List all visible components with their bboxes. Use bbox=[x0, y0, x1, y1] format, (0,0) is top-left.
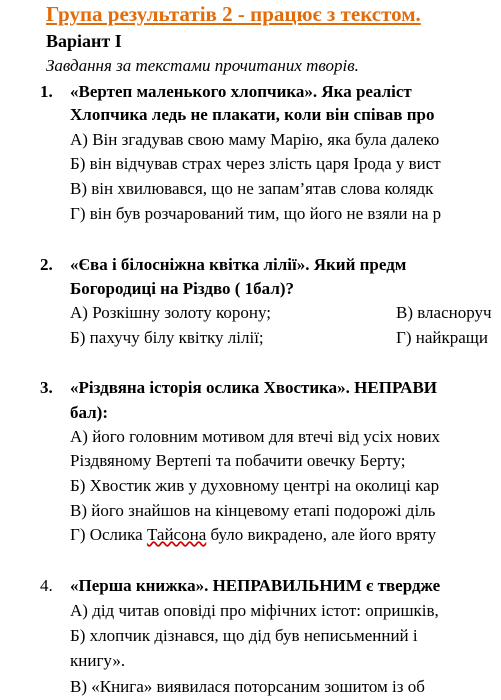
question-3-option-a-cont: Різдвяному Вертепі та побачити овечку Берту; bbox=[70, 451, 406, 470]
question-3-line-2: бал): bbox=[70, 403, 109, 422]
variant-label: Варіант І bbox=[46, 31, 122, 51]
question-1-option-b: Б) він відчував страх через злість царя Ірода у вист bbox=[70, 154, 441, 173]
question-2-line-2: Богородиці на Різдво ( 1бал)? bbox=[70, 279, 295, 298]
question-3-option-d-end: було викрадено, але його вряту bbox=[206, 525, 437, 544]
question-3-option-d-start: Г) Ослика bbox=[70, 525, 147, 544]
question-1-option-a: А) Він згадував свою маму Марію, яка була далеко bbox=[70, 130, 440, 149]
question-2-option-b: Б) пахучу білу квітку лілії; bbox=[70, 328, 264, 347]
question-3-option-c: В) його знайшов на кінцевому етапі подорожі діль bbox=[70, 501, 436, 520]
question-3-number: 3. bbox=[40, 378, 53, 397]
question-1-option-d: Г) він був розчарований тим, що його не взяли на р bbox=[70, 204, 442, 223]
question-2-number: 2. bbox=[40, 255, 53, 274]
question-4-option-b-cont: книгу». bbox=[70, 651, 126, 670]
question-1-line-2: Хлопчика ледь не плакати, коли він співав про bbox=[70, 105, 435, 124]
question-1-line-1: «Вертеп маленького хлопчика». Яка реаліст bbox=[70, 82, 412, 101]
question-4-option-c: В) «Книга» виявилася поторсаним зошитом із об bbox=[70, 677, 425, 696]
question-2-line-1: «Єва і білосніжна квітка лілії». Який предм bbox=[70, 255, 407, 274]
question-3-option-d-name: Тайсона bbox=[146, 525, 207, 544]
question-1-number: 1. bbox=[40, 82, 53, 101]
question-4-number: 4. bbox=[40, 576, 53, 595]
question-1-option-c: В) він хвилювався, що не запам’ятав слова колядк bbox=[70, 179, 434, 198]
question-2-option-c: В) власноруч bbox=[396, 303, 492, 322]
question-3-option-d bbox=[70, 525, 436, 545]
question-3-line-1: «Різдвяна історія ослика Хвостика». НЕПРАВИ bbox=[70, 378, 438, 397]
question-4-line-1: «Перша книжка». НЕПРАВИЛЬНИМ є твердже bbox=[70, 576, 441, 595]
page-title: Група результатів 2 - працює з текстом. bbox=[46, 2, 421, 26]
instruction-text: Завдання за текстами прочитаних творів. bbox=[46, 56, 359, 75]
question-3-option-a: А) його головним мотивом для втечі від усіх нових bbox=[70, 427, 441, 446]
question-3-option-b: Б) Хвостик жив у духовному центрі на околиці кар bbox=[70, 476, 440, 495]
question-4-option-a: А) дід читав оповіді про міфічних істот: опришків, bbox=[70, 601, 439, 620]
question-4-option-b: Б) хлопчик дізнався, що дід був неписьменний і bbox=[70, 626, 418, 645]
question-2-option-d: Г) найкращи bbox=[396, 328, 488, 347]
question-2-option-a: А) Розкішну золоту корону; bbox=[70, 303, 271, 322]
